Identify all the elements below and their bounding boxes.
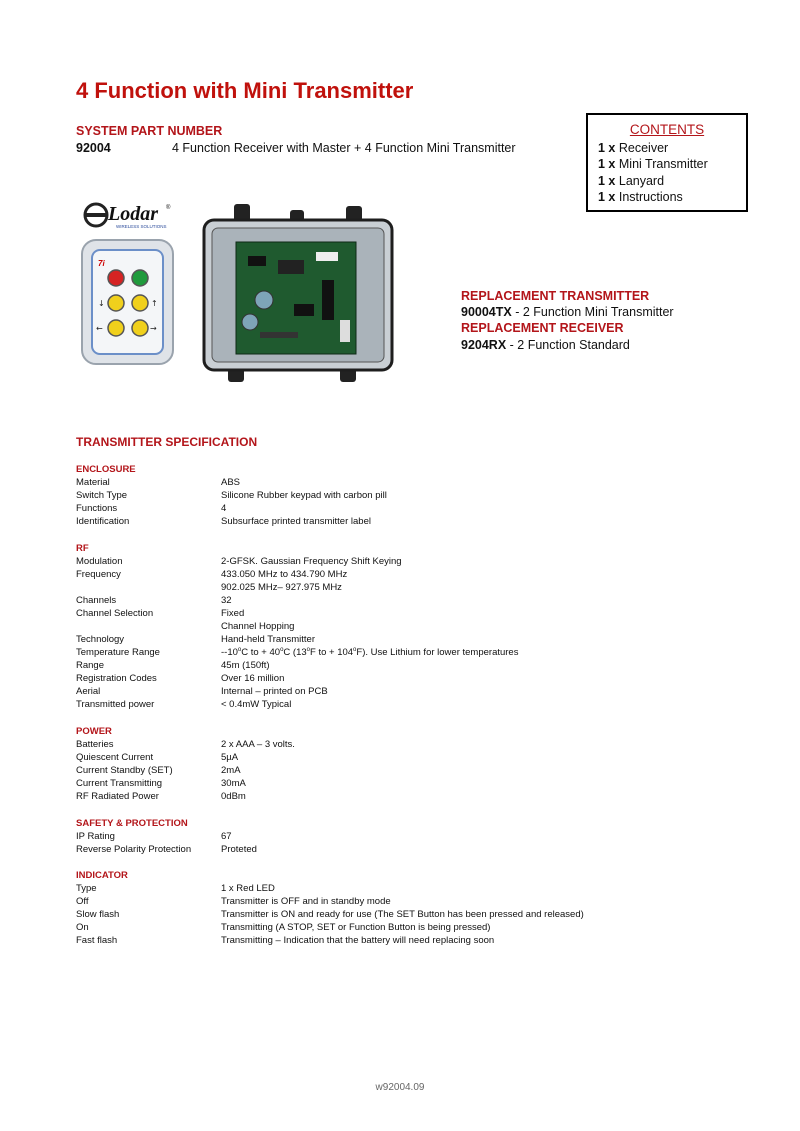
spec-label: Quiescent Current xyxy=(76,752,154,763)
spec-label: Technology xyxy=(76,634,125,645)
spec-value: Hand-held Transmitter xyxy=(221,634,315,645)
spec-value: Fixed xyxy=(221,608,245,619)
replacement-rx-code: 9204RX xyxy=(461,338,507,352)
svg-text:7i: 7i xyxy=(98,259,105,268)
temp-part: C (13 xyxy=(283,647,307,659)
spec-label: Slow flash xyxy=(76,909,120,920)
contents-name: Mini Transmitter xyxy=(618,157,708,171)
spec-label: Batteries xyxy=(76,739,114,750)
spec-value: 45m (150ft) xyxy=(221,660,270,671)
spec-value: 4 xyxy=(221,503,227,514)
spec-label: Type xyxy=(76,883,97,894)
contents-name: Lanyard xyxy=(618,174,665,188)
spec-heading: TRANSMITTER SPECIFICATION xyxy=(76,435,258,449)
spec-value: Transmitting – Indication that the battery will need replacing soon xyxy=(221,935,495,946)
svg-text:↑: ↑ xyxy=(151,299,158,308)
spec-value: ABS xyxy=(221,477,241,488)
spec-value: 32 xyxy=(221,595,232,606)
spec-label: On xyxy=(76,922,89,933)
spec-label: Switch Type xyxy=(76,490,128,501)
replacement-tx-line xyxy=(461,305,674,319)
spec-value: Subsurface printed transmitter label xyxy=(221,516,371,527)
logo-wordmark: Lodar xyxy=(108,203,158,225)
spec-value: Channel Hopping xyxy=(221,621,295,632)
degree-mark: o xyxy=(353,647,357,653)
spec-value: 1 x Red LED xyxy=(221,883,275,894)
spec-label: Current Transmitting xyxy=(76,778,163,789)
section-indicator: INDICATOR xyxy=(76,870,128,881)
contents-qty: 1 x xyxy=(598,141,616,155)
contents-heading: CONTENTS xyxy=(629,122,705,137)
degree-mark: o xyxy=(280,647,284,653)
spec-value: Over 16 million xyxy=(221,673,285,684)
spec-label: Frequency xyxy=(76,569,121,580)
contents-item xyxy=(598,190,683,204)
replacement-rx-line xyxy=(461,338,630,352)
spec-label: Identification xyxy=(76,516,130,527)
spec-label: Range xyxy=(76,660,104,671)
document-code: w92004.09 xyxy=(375,1082,425,1093)
receiver-image xyxy=(198,200,398,385)
section-enclosure: ENCLOSURE xyxy=(76,464,136,475)
spec-label: RF Radiated Power xyxy=(76,791,159,802)
spec-value: < 0.4mW Typical xyxy=(221,699,292,710)
spec-value: 0dBm xyxy=(221,791,246,802)
temp-part: C to + 40 xyxy=(241,647,281,659)
spec-value: Internal – printed on PCB xyxy=(221,686,328,697)
contents-box xyxy=(586,113,748,212)
spec-value: Silicone Rubber keypad with carbon pill xyxy=(221,490,387,501)
lodar-logo xyxy=(82,198,192,232)
contents-qty: 1 x xyxy=(598,190,616,204)
contents-item xyxy=(598,174,664,188)
replacement-rx-heading: REPLACEMENT RECEIVER xyxy=(461,321,624,335)
spec-value: Transmitting (A STOP, SET or Function Button is being pressed) xyxy=(221,922,491,933)
replacement-tx-code: 90004TX xyxy=(461,305,512,319)
svg-text:↓: ↓ xyxy=(98,299,105,308)
section-power: POWER xyxy=(76,726,112,737)
spec-value: 2mA xyxy=(221,765,241,776)
temp-part: F to + 104 xyxy=(310,647,354,659)
spec-value: 902.025 MHz– 927.975 MHz xyxy=(221,582,342,593)
contents-qty: 1 x xyxy=(598,157,616,171)
spec-value: 433.050 MHz to 434.790 MHz xyxy=(221,569,348,580)
spec-value: 5µA xyxy=(221,752,239,763)
spec-value: 2 x AAA – 3 volts. xyxy=(221,739,295,750)
contents-name: Instructions xyxy=(618,190,683,204)
spec-value: Transmitter is OFF and in standby mode xyxy=(221,896,391,907)
contents-qty: 1 x xyxy=(598,174,616,188)
degree-mark: o xyxy=(306,647,310,653)
spec-value: 30mA xyxy=(221,778,246,789)
spec-value: 2-GFSK. Gaussian Frequency Shift Keying xyxy=(221,556,402,567)
degree-mark: o xyxy=(237,647,242,653)
spec-label: Reverse Polarity Protection xyxy=(76,844,192,855)
contents-name: Receiver xyxy=(618,141,669,155)
temperature-value xyxy=(221,647,518,658)
contents-item xyxy=(598,157,708,171)
spec-label: Registration Codes xyxy=(76,673,157,684)
spec-label: Functions xyxy=(76,503,118,514)
spec-label: Temperature Range xyxy=(76,647,160,658)
section-safety: SAFETY & PROTECTION xyxy=(76,818,188,829)
spec-label: Fast flash xyxy=(76,935,118,946)
svg-text:←: ← xyxy=(96,324,103,333)
spec-label: Off xyxy=(76,896,89,907)
section-rf: RF xyxy=(76,543,89,554)
spec-label: Channels xyxy=(76,595,117,606)
mini-transmitter-image xyxy=(80,238,175,366)
spec-value: 67 xyxy=(221,831,232,842)
system-part-number: 92004 xyxy=(76,141,111,155)
logo-tagline: WIRELESS SOLUTIONS xyxy=(116,224,167,229)
spec-label: Modulation xyxy=(76,556,123,567)
system-part-heading: SYSTEM PART NUMBER xyxy=(76,124,223,138)
spec-value: Proteted xyxy=(221,844,257,855)
contents-item xyxy=(598,141,668,155)
page-title: 4 Function with Mini Transmitter xyxy=(76,78,414,103)
svg-text:→: → xyxy=(150,324,157,333)
spec-label: Channel Selection xyxy=(76,608,154,619)
spec-value: Transmitter is ON and ready for use (The SET Button has been pressed and released) xyxy=(221,909,584,920)
system-part-description: 4 Function Receiver with Master + 4 Function Mini Transmitter xyxy=(172,141,516,155)
spec-label: Aerial xyxy=(76,686,101,697)
svg-text:®: ® xyxy=(166,205,171,211)
spec-label: IP Rating xyxy=(76,831,115,842)
temp-part: --10 xyxy=(221,647,238,659)
replacement-rx-desc: - 2 Function Standard xyxy=(506,338,630,352)
spec-label: Current Standby (SET) xyxy=(76,765,173,776)
replacement-tx-heading: REPLACEMENT TRANSMITTER xyxy=(461,289,650,303)
replacement-tx-desc: - 2 Function Mini Transmitter xyxy=(511,305,674,319)
temp-part: F). Use Lithium for lower temperatures xyxy=(356,647,519,659)
spec-label: Material xyxy=(76,477,110,488)
spec-label: Transmitted power xyxy=(76,699,155,710)
